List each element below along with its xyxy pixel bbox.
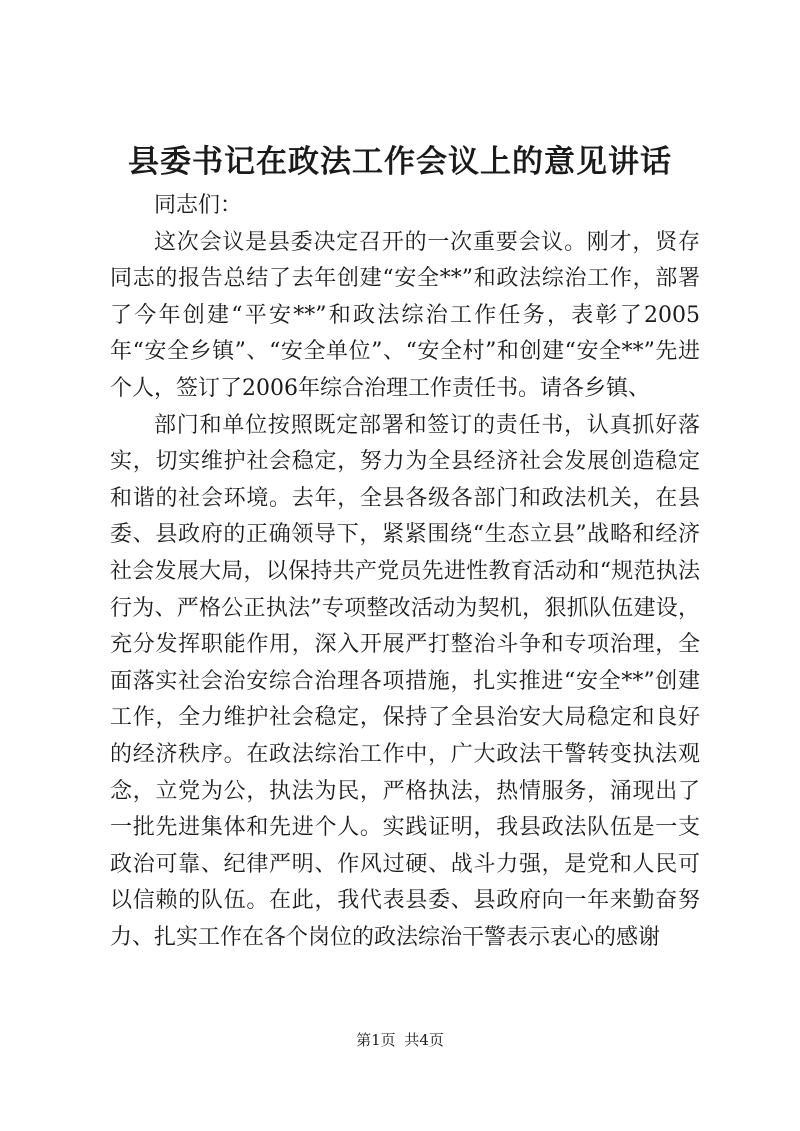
document-body xyxy=(110,188,700,956)
page-number: 第1页 xyxy=(356,1031,396,1049)
page-title: 县委书记在政法工作会议上的意见讲话 xyxy=(128,144,672,180)
paragraph: 部门和单位按照既定部署和签订的责任书，认真抓好落实，切实维护社会稳定，努力为全县经济社会发展创造稳定和谐的社会环境。去年，全县各级各部门和政法机关，在县委、县政府的正确领导下，紧紧围绕“生态立县”战略和经济社会发展大局，以保持共产党员先进性教育活动和“规范执法行为、严格公正执法”专项整改活动为契机，狠抓队伍建设，充分发挥职能作用，深入开展严打整治斗争和专项治理，全面落实社会治安综合治理各项措施，扎实推进“安全**”创建工作，全力维护社会稳定，保持了全县治安大局稳定和良好的经济秩序。在政法综治工作中，广大政法干警转变执法观念，立党为公，执法为民，严格执法，热情服务，涌现出了一批先进集体和先进个人。实践证明，我县政法队伍是一支政治可靠、纪律严明、作风过硬、战斗力强，是党和人民可以信赖的队伍。在此，我代表县委、县政府向一年来勤奋努力、扎实工作在各个岗位的政法综治干警表示衷心的感谢 xyxy=(110,412,700,950)
paragraph: 这次会议是县委决定召开的一次重要会议。刚才，贤存同志的报告总结了去年创建“安全**”和政法综治工作，部署了今年创建“平安**”和政法综治工作任务，表彰了2005年“安全乡镇”、“安全单位”、“安全村”和创建“安全**”先进个人，签订了2006年综合治理工作责任书。请各乡镇、 xyxy=(110,229,700,401)
salutation: 同志们： xyxy=(154,193,243,218)
page-total: 共4页 xyxy=(404,1031,444,1049)
page-footer xyxy=(0,1030,800,1050)
